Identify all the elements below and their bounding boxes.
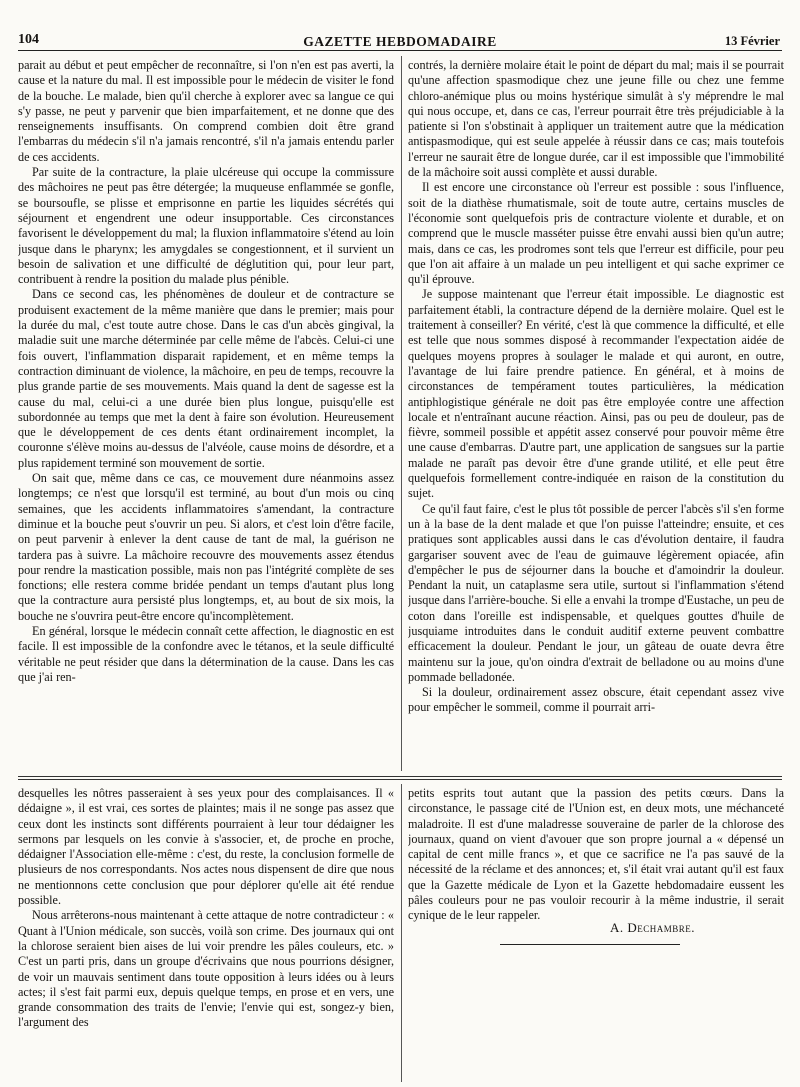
end-rule <box>500 944 680 945</box>
paragraph: desquelles les nôtres passeraient à ses yeux pour des complaisances. Il « dédaigne », il est vrai, ces sortes de plaintes; mais il ne songe pas assez que ceux dont les instincts sont différents pourraient à leur tour dédaigner les sermons par lesquels on les convie à s'associer, et, de proche en proche, dédaigner l'Association elle-même : c'est, du reste, la conclusion formelle de plusieurs de nos correspondants. Nos actes nous dispensent de dire que nous ne mentionnons cette conclusion que pour déplorer qu'elle ait été rendue possible. <box>18 786 394 908</box>
feuilleton-column-left <box>18 786 394 1081</box>
section-divider <box>18 779 782 780</box>
article-column-top-left <box>18 58 394 770</box>
section-divider <box>18 776 782 777</box>
paragraph: Je suppose maintenant que l'erreur était impossible. Le diagnostic est parfaitement établi, la contracture dépend de la dernière molaire. Quel est le traitement à conseiller? En vérité, c'est là que commence la difficulté, et elle est telle que nous sommes disposé à recommander l'expectation aidée de quelques moyens propres à soulager le malade et qui auront, en outre, l'avantage de lui faire prendre patience. En général, et à moins de circonstances de tempérament toutes particulières, la médication antiphlogistique générale ne doit pas être employée contre une affection locale et n'entraînant aucune réaction. Ainsi, pas ou peu de douleur, pas de fièvre, sommeil possible et appétit assez conservé pour pouvoir même être une cause d'embarras. D'autre part, une application de sangsues sur la partie malade ne paraît pas devoir être d'une grande utilité, et elle peut être quelquefois formellement contre-indiquée en raison de la constitution du sujet. <box>408 287 784 501</box>
paragraph: Dans ce second cas, les phénomènes de douleur et de contracture se produisent exactement de la même manière que dans le premier; mais pour la durée du mal, c'est toute autre chose. Dans le cas d'un abcès gingival, la maladie suit une marche déterminée par celle même de l'abcès. Celui-ci une fois ouvert, l'inflammation disparait rapidement, et en même temps la contraction diminuant de violence, la mâchoire, en peu de temps, recouvre la plus grande partie de ses mouvements. Mais quand la dent de sagesse est la cause du mal, celui-ci a une durée bien plus longue, puisqu'elle est subordonnée au temps que met la dent à faire son évolution. Heureusement que le développement de ces dents étant ordinairement incomplet, la couronne s'élève moins au-dessus de l'alvéole, cause moins de désordre, et a plus rapidement terminé son mouvement de sortie. <box>18 287 394 470</box>
paragraph: Il est encore une circonstance où l'erreur est possible : sous l'influence, soit de la diathèse rhumatismale, soit de toute autre, certains muscles de l'économie sont quelquefois pris de contracture violente et durable, et on comprend que le muscle masséter puisse être envahi aussi bien qu'un autre; mais, dans ce cas, les prodromes sont tels que l'erreur est difficile, pour peu que l'on ait affaire à un malade un peu intelligent et qui sache exprimer ce qu'il éprouve. <box>408 180 784 287</box>
article-column-top-right <box>408 58 784 770</box>
column-divider <box>401 784 402 1082</box>
journal-title: GAZETTE HEBDOMADAIRE <box>303 34 497 49</box>
paragraph: Ce qu'il faut faire, c'est le plus tôt possible de percer l'abcès s'il s'en forme un à la base de la dent malade et que l'on puisse l'atteindre; ensuite, et ces pratiques sont applicables aussi dans le cas d'évolution dentaire, il faudra gargariser souvent avec de l'eau de guimauve légèrement opiacée, afin d'empêcher le pus de séjourner dans la bouche et d'amoindrir la douleur. Pendant la nuit, un cataplasme sera utile, surtout si l'inflammation s'étend jusque dans l'arrière-bouche. Si elle a envahi la trompe d'Eustache, un peu de coton dans l'oreille est indispensable, et quelques gouttes d'huile de jusquiame introduites dans le conduit auditif externe peuvent combattre efficacement la douleur. Pendant le jour, un gâteau de ouate devra être maintenu sur la joue, qu'on oindra d'extrait de belladone ou au moins d'une pommade belladonée. <box>408 501 784 684</box>
page-header <box>18 10 782 48</box>
column-divider <box>401 56 402 771</box>
paragraph: Nous arrêterons-nous maintenant à cette attaque de notre contradicteur : « Quant à l'Union médicale, son succès, voilà son crime. Des journaux qui ont la chlorose seraient bien aises de lui voir prendre les pâles couleurs, etc. » C'est un parti pris, dans un groupe d'écrivains que nous pourrions désigner, de voir un mauvais sentiment dans toute opposition à leurs idées ou à leurs actes; il s'est fait parmi eux, depuis quelque temps, en prose et en vers, une grande consommation des traits de l'envie; l'envie qui est, songez-y bien, l'argument des <box>18 908 394 1030</box>
paragraph: Par suite de la contracture, la plaie ulcéreuse qui occupe la commissure des mâchoires ne peut pas être détergée; la muqueuse enflammée se gonfle, se boursoufle, se plisse et emprisonne en partie les liquides sécrétés qui séjournent et engendrent une odeur insupportable. Ces circonstances favorisent le développement du mal; la fluxion inflammatoire s'étend au loin jusque dans le pharynx; les amygdales se congestionnent, et il survient un besoin de salivation et une difficulté de déglutition qui, pour leur part, contribuent à rendre la position du malade plus pénible. <box>18 165 394 287</box>
header-rule <box>18 50 782 51</box>
paragraph: En général, lorsque le médecin connaît cette affection, le diagnostic en est facile. Il est impossible de la confondre avec le tétanos, et la seule difficulté véritable ne peut résider que dans la détermination de la cause. Dans les cas que j'ai ren- <box>18 623 394 684</box>
paragraph: parait au début et peut empêcher de reconnaître, si l'on n'en est pas averti, la cause et la nature du mal. Il est impossible pour le médecin de visiter le fond de la bouche. Le malade, bien qu'il cherche à explorer avec sa langue ce qui s'y passe, ne peut y parvenir que bien imparfaitement, et ne donne que des renseignements insuffisants. On comprend combien doit être grand l'embarras du médecin s'il n'a jamais rencontré, s'il n'a jamais entendu parler de ces accidents. <box>18 58 394 164</box>
paragraph: petits esprits tout autant que la passion des petits cœurs. Dans la circonstance, le passage cité de l'Union est, en deux mots, une méchanceté maladroite. Il est d'une maladresse souveraine de parler de la chlorose des journaux, quand on vient d'avouer que son propre journal a « dépensé un capital de cent mille francs », et que ce sacrifice ne l'a pas sauvé de la nécessité de la réclame et des annonces; et, s'il était vrai autant qu'il est faux que la Gazette médicale de Lyon et la Gazette hebdomadaire eussent les pâles couleurs pour ne pas vouloir recourir à la même industrie, il serait cynique de le leur rappeler. <box>408 786 784 923</box>
issue-date: 13 Février <box>724 34 780 48</box>
paragraph: Si la douleur, ordinairement assez obscure, était cependant assez vive pour empêcher le sommeil, comme il pourrait arri- <box>408 685 784 715</box>
page-number: 104 <box>18 32 39 47</box>
paragraph: contrés, la dernière molaire était le point de départ du mal; mais il se pourrait qu'une affection spasmodique chez une jeune fille ou chez une femme chloro-anémique plus ou moins hystérique simulât à s'y méprendre le mal qui nous occupe, et, dans ce cas, l'erreur pourrait être très préjudiciable à la patiente si l'on s'obstinait à appliquer un traitement autre que la médication antispasmodique, qui est seule appelée à réussir dans ce cas; mais toutefois l'erreur ne saurait être de longue durée, car il est impossible que l'immobilité de la mâchoire soit aussi complète et aussi durable. <box>408 58 784 180</box>
paragraph: On sait que, même dans ce cas, ce mouvement dure néanmoins assez longtemps; ce n'est que lorsqu'il est terminé, au bout d'un mois ou cinq semaines, que les accidents inflammatoires s'amendant, la contracture diminue et la bouche peut s'ouvrir un peu. Si alors, et c'est loin d'être facile, on peut parvenir à enlever la dent cause de tant de mal, la guérison ne tardera pas à suivre. La mâchoire recouvre des mouvements assez étendus pour rendre la mastication possible, mais non pas l'intégrité complète de ses fonctions; elle restera comme bridée pendant un temps d'autant plus long que la contracture aura persisté plus longtemps, et, au bout de six mois, la bouche ne s'ouvrira peut-être encore qu'incomplètement. <box>18 471 394 623</box>
feuilleton-column-right <box>408 786 784 986</box>
author-signature: A. Dechambre. <box>610 920 696 935</box>
